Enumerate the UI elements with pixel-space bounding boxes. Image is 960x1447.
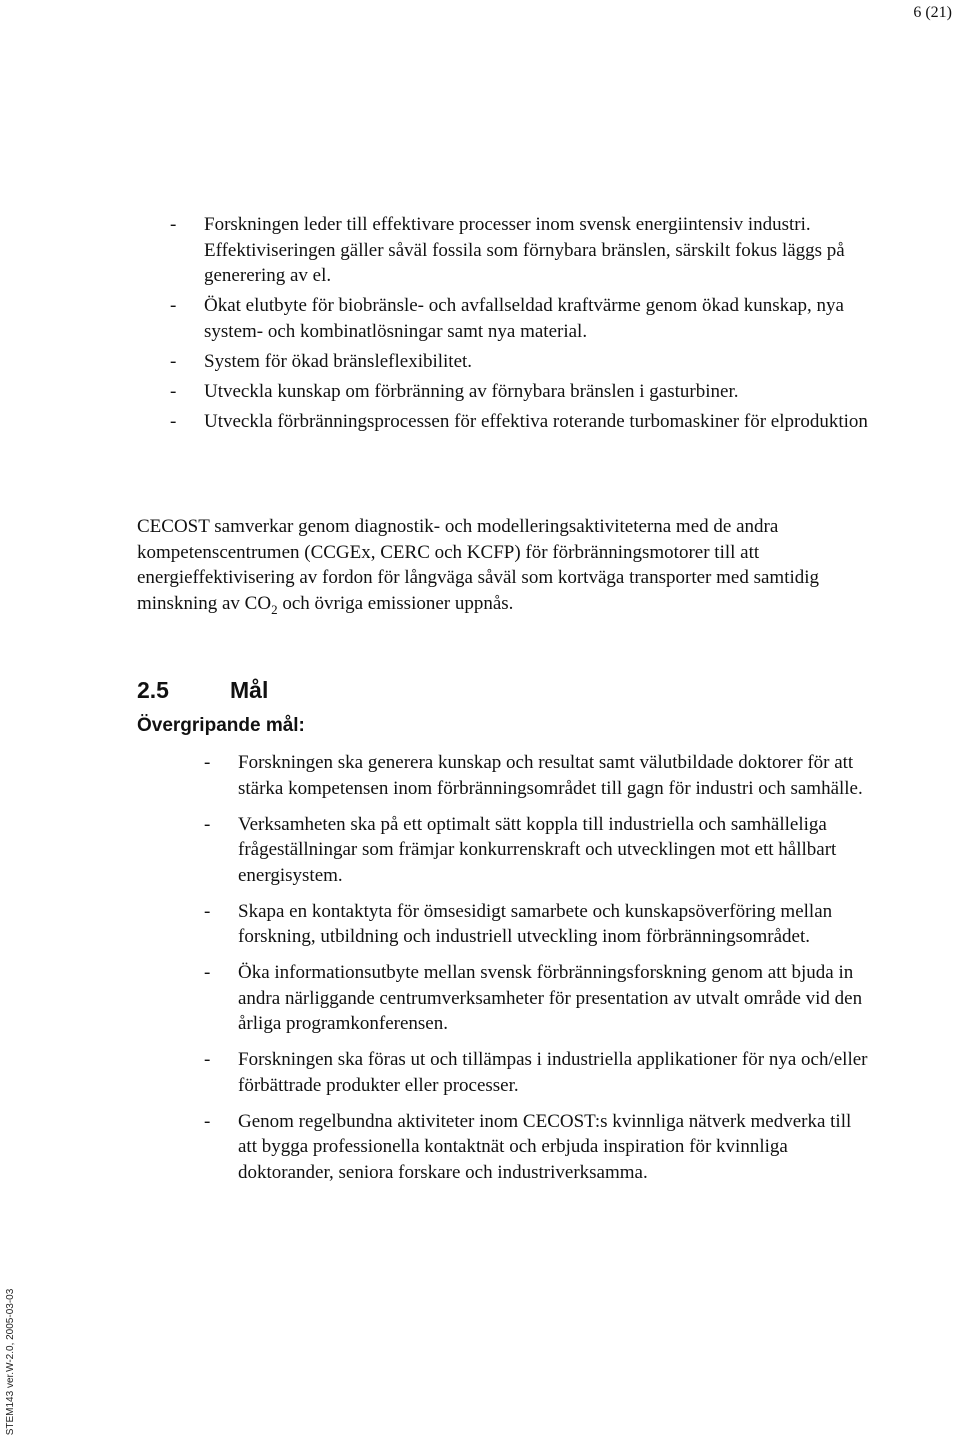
bullet-dash: - [204, 962, 211, 983]
goals-bullet-list [204, 750, 874, 1196]
page-number: 6 (21) [913, 4, 952, 21]
list-item [204, 750, 874, 801]
list-item [170, 379, 870, 405]
section-number: 2.5 [137, 677, 169, 703]
paragraph-text: CECOST samverkar genom diagnostik- och modelleringsaktiviteterna med de andra kompetenscentrumen (CCGEx, CERC och KCFP) för förbränningsmotorer till att energieffektivisering av fordon för långväga såväl som kortväga transporter med samtidig minskning av CO [137, 516, 820, 614]
list-item [204, 1047, 874, 1098]
list-item-text: Forskningen leder till effektivare processer inom svensk energiintensiv industri. Effektiviseringen gäller såväl fossila som förnybara bränslen, särskilt fokus läggs på generering av el. [204, 214, 845, 286]
bullet-dash: - [170, 380, 177, 402]
list-item-text: Utveckla kunskap om förbränning av förnybara bränslen i gasturbiner. [204, 380, 739, 402]
bullet-dash: - [170, 295, 177, 316]
list-item [170, 409, 870, 435]
list-item [204, 812, 874, 889]
bullet-dash: - [170, 214, 177, 235]
document-version-footer: STEM143 ver.W-2.0, 2005-03-03 [5, 1288, 16, 1436]
list-item [170, 349, 870, 375]
goals-subheading: Övergripande mål: [137, 715, 305, 736]
bullet-dash: - [204, 813, 211, 835]
co2-subscript: 2 [271, 601, 278, 617]
paragraph-text-end: och övriga emissioner uppnås. [277, 592, 514, 614]
list-item [204, 1109, 874, 1186]
list-item-text: Forskningen ska generera kunskap och resultat samt välutbildade doktorer för att stärka kompetensen inom förbränningsområdet till gagn för industri och samhälle. [238, 752, 863, 799]
bullet-dash: - [204, 900, 211, 922]
list-item [204, 899, 874, 950]
section-title: Mål [230, 677, 269, 703]
cecost-paragraph [137, 514, 877, 616]
bullet-dash: - [204, 752, 211, 773]
list-item-text: Verksamheten ska på ett optimalt sätt koppla till industriella och samhälleliga frågeställningar som främjar konkurrenskraft och utvecklingen mot ett hållbart energisystem. [238, 813, 837, 886]
list-item-text: System för ökad bränsleflexibilitet. [204, 350, 473, 372]
bullet-dash: - [170, 410, 177, 432]
bullet-dash: - [170, 350, 177, 372]
list-item-text: Öka informationsutbyte mellan svensk förbränningsforskning genom att bjuda in andra närliggande centrumverksamheter för presentation av utvalt område vid den årliga programkonferensen. [238, 962, 863, 1034]
section-heading [137, 675, 268, 705]
bullet-dash: - [204, 1049, 211, 1070]
list-item-text: Genom regelbundna aktiviteter inom CECOST:s kvinnliga nätverk medverka till att bygga professionella kontaktnät och erbjuda inspiration för kvinnliga doktorander, seniora forskare och industriverksamma. [238, 1110, 852, 1183]
list-item [170, 293, 870, 344]
list-item-text: Ökat elutbyte för biobränsle- och avfallseldad kraftvärme genom ökad kunskap, nya system- och kombinatlösningar samt nya material. [204, 295, 844, 342]
list-item [204, 960, 874, 1037]
top-bullet-list [170, 212, 870, 439]
list-item-text: Utveckla förbränningsprocessen för effektiva roterande turbomaskiner för elproduktion [204, 410, 868, 432]
list-item-text: Forskningen ska föras ut och tillämpas i industriella applikationer för nya och/eller förbättrade produkter eller processer. [238, 1049, 868, 1096]
bullet-dash: - [204, 1110, 211, 1132]
list-item-text: Skapa en kontaktyta för ömsesidigt samarbete och kunskapsöverföring mellan forskning, utbildning och industriell utveckling inom förbränningsområdet. [238, 900, 833, 947]
list-item [170, 212, 870, 289]
